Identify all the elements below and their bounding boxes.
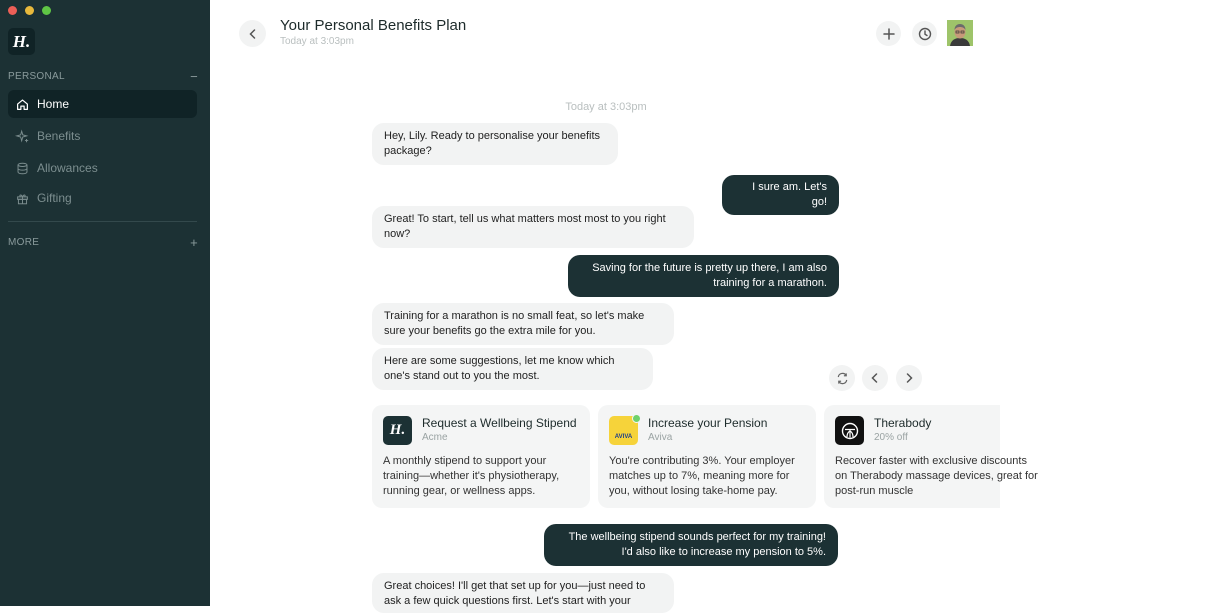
card-description bbox=[609, 454, 809, 499]
window-controls bbox=[8, 6, 51, 15]
section-more-label: MORE bbox=[8, 237, 40, 248]
maximize-window-button[interactable] bbox=[42, 6, 51, 15]
aviva-logo: AVIVA bbox=[609, 416, 638, 445]
card-title: Request a Wellbeing Stipend bbox=[422, 416, 577, 430]
page-subtitle: Today at 3:03pm bbox=[280, 36, 354, 47]
chevron-right-icon bbox=[903, 372, 915, 384]
card-subtitle: Acme bbox=[422, 432, 448, 443]
user-message: Saving for the future is pretty up there, I am also training for a marathon. bbox=[568, 255, 839, 297]
card-description bbox=[383, 454, 583, 499]
sidebar-divider bbox=[8, 221, 197, 222]
previous-suggestion-button[interactable] bbox=[862, 365, 888, 391]
plus-icon bbox=[883, 28, 895, 40]
user-photo-icon bbox=[947, 20, 973, 46]
section-personal-header[interactable] bbox=[8, 69, 198, 84]
coins-icon bbox=[16, 162, 29, 175]
sidebar-item-allowances[interactable] bbox=[8, 154, 197, 182]
gift-icon bbox=[16, 192, 29, 205]
back-button[interactable] bbox=[239, 20, 266, 47]
app-logo[interactable]: H. bbox=[8, 28, 35, 55]
add-icon[interactable]: + bbox=[190, 235, 198, 250]
history-button[interactable] bbox=[912, 21, 937, 46]
assistant-message: Great! To start, tell us what matters most most to you right now? bbox=[372, 206, 694, 248]
minimize-window-button[interactable] bbox=[25, 6, 34, 15]
sidebar-item-label: Allowances bbox=[37, 161, 98, 175]
next-suggestion-button[interactable] bbox=[896, 365, 922, 391]
suggestion-card-wellbeing-stipend[interactable] bbox=[372, 405, 590, 508]
suggestion-card-therabody[interactable] bbox=[824, 405, 1038, 508]
sidebar-item-label: Gifting bbox=[37, 191, 72, 205]
collapse-icon[interactable]: − bbox=[190, 69, 198, 84]
refresh-suggestions-button[interactable] bbox=[829, 365, 855, 391]
assistant-message: Great choices! I'll get that set up for you—just need to ask a few quick questions first. Let's start with your bbox=[372, 573, 674, 613]
therabody-logo bbox=[835, 416, 864, 445]
sidebar-item-benefits[interactable] bbox=[8, 122, 197, 150]
avatar[interactable] bbox=[947, 20, 973, 46]
new-chat-button[interactable] bbox=[876, 21, 901, 46]
card-subtitle: 20% off bbox=[874, 432, 908, 443]
user-message: The wellbeing stipend sounds perfect for my training! I'd also like to increase my pension to 5%. bbox=[544, 524, 838, 566]
assistant-message: Here are some suggestions, let me know which one's stand out to you the most. bbox=[372, 348, 653, 390]
section-personal-label: PERSONAL bbox=[8, 71, 65, 82]
card-description bbox=[835, 454, 1038, 499]
chat-timestamp: Today at 3:03pm bbox=[565, 101, 647, 113]
assistant-message: Hey, Lily. Ready to personalise your benefits package? bbox=[372, 123, 618, 165]
status-indicator bbox=[632, 414, 641, 423]
suggestion-card-pension[interactable] bbox=[598, 405, 816, 508]
card-title: Therabody bbox=[874, 416, 932, 430]
card-description-text: You're contributing 3%. Your employer matches up to 7%, meaning more for you, without losing take-home pay. bbox=[609, 455, 795, 497]
sidebar-item-label: Home bbox=[37, 97, 70, 111]
sidebar bbox=[0, 0, 210, 606]
card-title: Increase your Pension bbox=[648, 416, 768, 430]
sidebar-item-gifting[interactable] bbox=[8, 184, 197, 212]
card-subtitle: Aviva bbox=[648, 432, 673, 443]
assistant-message: Training for a marathon is no small feat, so let's make sure your benefits go the extra mile for you. bbox=[372, 303, 674, 345]
close-window-button[interactable] bbox=[8, 6, 17, 15]
page-title: Your Personal Benefits Plan bbox=[280, 17, 467, 34]
acme-logo: H. bbox=[383, 416, 412, 445]
card-description-text: Recover faster with exclusive discounts on Therabody massage devices, great for post-run muscle bbox=[835, 455, 1038, 497]
chevron-left-icon bbox=[869, 372, 881, 384]
section-more-header[interactable] bbox=[8, 235, 198, 250]
sparkle-icon bbox=[16, 130, 29, 143]
chevron-left-icon bbox=[247, 28, 259, 40]
therabody-icon bbox=[840, 421, 860, 441]
refresh-icon bbox=[836, 372, 849, 385]
card-description-text: A monthly stipend to support your training—whether it's physiotherapy, running gear, or wellness apps. bbox=[383, 455, 560, 497]
user-message: I sure am. Let's go! bbox=[722, 175, 839, 215]
clock-icon bbox=[918, 27, 932, 41]
sidebar-item-label: Benefits bbox=[37, 129, 81, 143]
